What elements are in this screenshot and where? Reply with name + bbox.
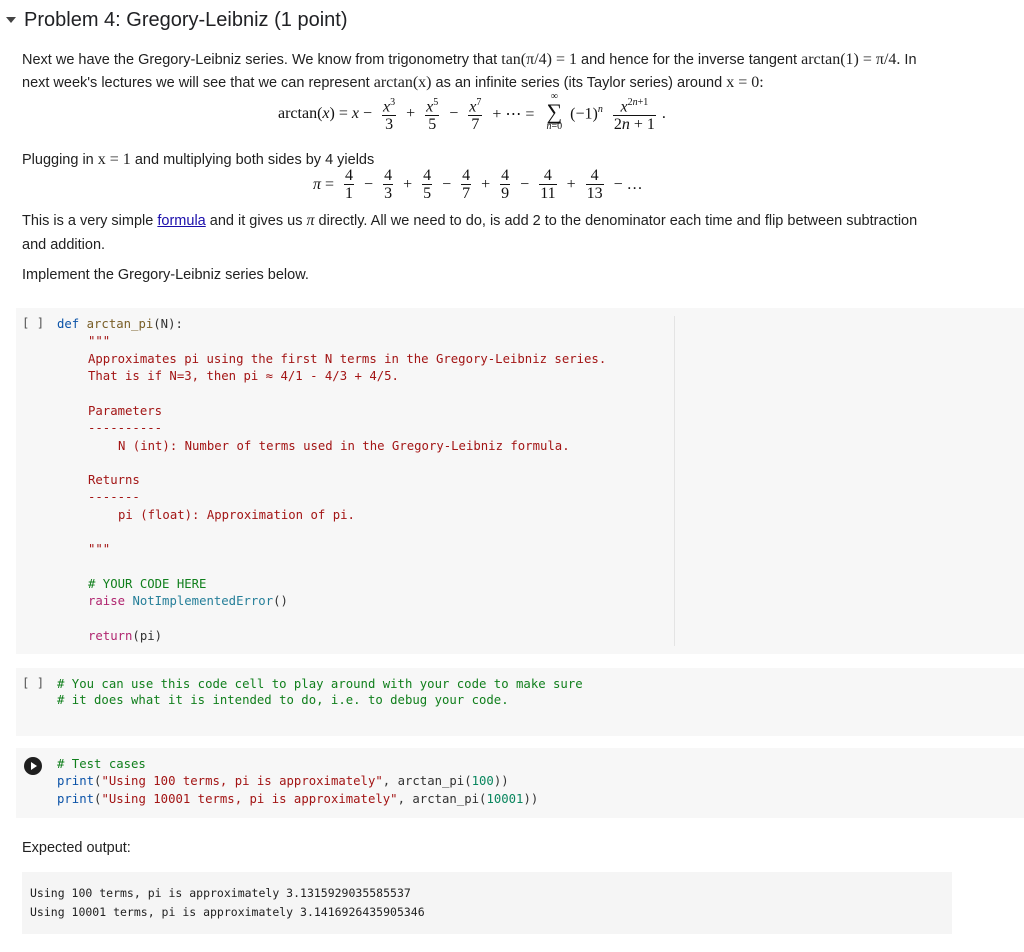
code-line-print-100: print("Using 100 terms, pi is approximately", arctan_pi(100))	[57, 774, 509, 788]
code-line-raise	[88, 593, 288, 610]
docstring-line: pi (float): Approximation of pi.	[118, 508, 355, 522]
intro-text: as an infinite series (its Taylor series) around	[435, 75, 723, 91]
kw-return: return	[88, 629, 133, 643]
docstring-line: Returns	[88, 473, 140, 487]
simple-text: This is a very simple	[22, 213, 154, 229]
test-cases-comment: # Test cases	[57, 757, 146, 771]
math-pi: π	[306, 212, 315, 229]
docstring-close: """	[88, 542, 111, 556]
expected-output-label: Expected output:	[22, 840, 131, 856]
section-header[interactable]	[6, 6, 347, 34]
cell-run-bracket[interactable]: [ ]	[22, 676, 45, 690]
section-title: Problem 4: Gregory-Leibniz (1 point)	[24, 8, 348, 31]
plugging-text: Plugging in	[22, 152, 94, 168]
func-name: arctan_pi	[86, 317, 154, 331]
number-literal: 100	[471, 774, 494, 788]
expected-output-text	[30, 884, 425, 922]
code-line-print-10001: print("Using 10001 terms, pi is approximately", arctan_pi(10001))	[57, 792, 539, 806]
expected-line-2: Using 10001 terms, pi is approximately 3.1416926435905346	[30, 905, 425, 919]
intro-line-2	[22, 73, 1012, 93]
playground-comment-2: # it does what it is intended to do, i.e. to debug your code.	[57, 693, 509, 707]
intro-text: next week's lectures we will see that we can represent	[22, 75, 370, 91]
math-x1: x = 1	[97, 151, 131, 168]
implement-instruction: Implement the Gregory-Leibniz series below.	[22, 267, 309, 283]
print-call: print	[57, 774, 95, 788]
math-x0: x = 0:	[726, 74, 764, 91]
docstring-line: Approximates pi using the first N terms in the Gregory-Leibniz series.	[88, 352, 607, 366]
math-arctanx: arctan(x)	[373, 74, 432, 91]
intro-text: and hence for the inverse tangent	[581, 52, 798, 68]
def-params: (N):	[153, 317, 183, 331]
docstring-line: -------	[88, 490, 140, 504]
number-literal: 10001	[486, 792, 524, 806]
comment-your-code: # YOUR CODE HERE	[88, 577, 207, 591]
docstring-line: Parameters	[88, 404, 163, 418]
raise-parens: ()	[273, 594, 288, 608]
code-line-def[interactable]	[57, 316, 183, 333]
kw-def: def	[57, 317, 80, 331]
simple-line-2: and addition.	[22, 237, 106, 253]
func-call: arctan_pi	[397, 774, 465, 788]
arctan-series-equation: arctan(x) = x − $\frac{x^3}{3}$ + $\frac{x^5}{5}$ − $\frac{x^7}{7}$ + ⋯ = ∞ ∑ n=0 $(-1)^n$ $\frac{x^{2n+1}}{2n + 1}$ .	[278, 91, 666, 134]
cell-divider	[674, 316, 675, 646]
run-cell-play-icon[interactable]	[24, 757, 42, 775]
pi-series-equation: π = $\frac{4}{1}$ − $\frac{4}{3}$ + $\frac{4}{5}$ − $\frac{4}{7}$ + $\frac{4}{9}$ − $\frac{4}{11}$ + $\frac{4}{13}$ − …	[313, 167, 643, 202]
kw-raise: raise	[88, 594, 126, 608]
simple-text: directly. All we need to do, is add 2 to the denominator each time and flip between subtraction	[318, 213, 918, 229]
expected-line-1: Using 100 terms, pi is approximately 3.1315929035585537	[30, 886, 411, 900]
math-arctan1: arctan(1) = π/4.	[801, 51, 901, 68]
playground-comment-1: # You can use this code cell to play around with your code to make sure	[57, 677, 583, 691]
print-string: "Using 10001 terms, pi is approximately"	[101, 792, 398, 806]
print-string: "Using 100 terms, pi is approximately"	[101, 774, 383, 788]
simple-text: and it gives us	[209, 213, 303, 229]
print-call: print	[57, 792, 95, 806]
intro-text: In	[904, 52, 917, 68]
plugging-line	[22, 150, 374, 170]
code-line-return	[88, 628, 162, 645]
func-call: arctan_pi	[412, 792, 480, 806]
intro-line-1	[22, 50, 1012, 70]
math-tan: tan(π/4) = 1	[501, 51, 577, 68]
docstring-line: That is if N=3, then pi ≈ 4/1 - 4/3 + 4/5.	[88, 369, 399, 383]
return-value: (pi)	[132, 629, 163, 643]
intro-text: Next we have the Gregory-Leibniz series. We know from trigonometry that	[22, 52, 498, 68]
collapse-caret-icon[interactable]	[6, 17, 16, 23]
expected-output-box	[22, 872, 952, 934]
plugging-text: and multiplying both sides by 4 yields	[134, 152, 375, 168]
simple-line-1	[22, 211, 1012, 231]
docstring-open: """	[88, 334, 111, 348]
docstring-line: ----------	[88, 421, 163, 435]
cell-run-bracket[interactable]: [ ]	[22, 316, 45, 330]
exception-class: NotImplementedError	[132, 594, 274, 608]
formula-link[interactable]: formula	[157, 213, 206, 229]
docstring-line: N (int): Number of terms used in the Gregory-Leibniz formula.	[118, 439, 570, 453]
